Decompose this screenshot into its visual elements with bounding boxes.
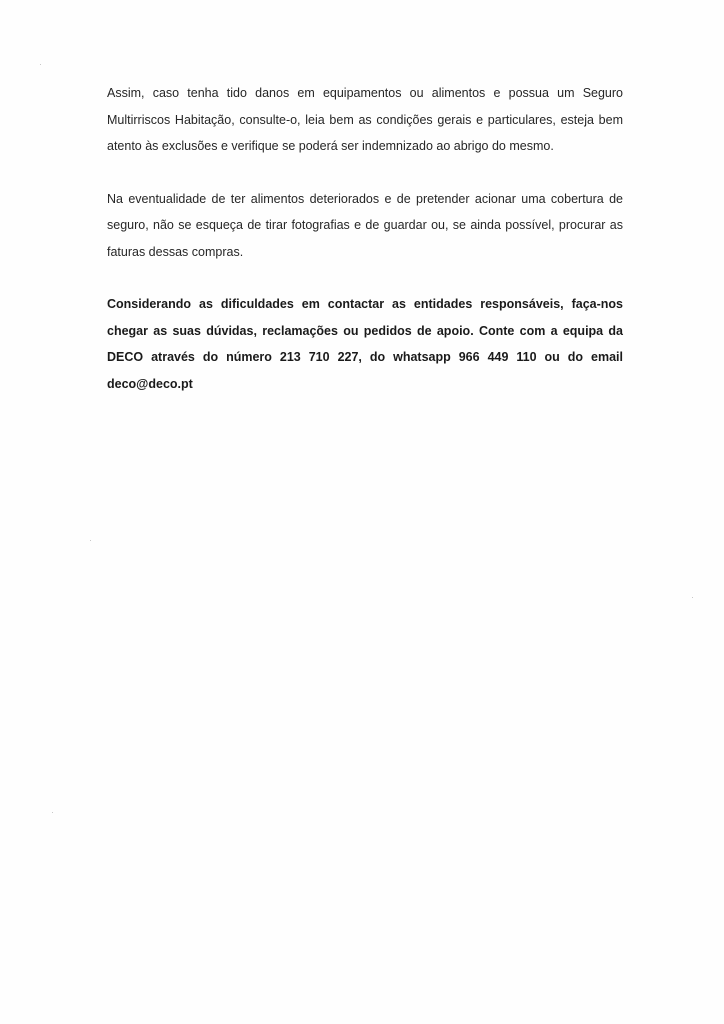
paragraph-insurance-advice: Assim, caso tenha tido danos em equipamentos ou alimentos e possua um Seguro Multirriscos Habitação, consulte-o, leia bem as condições gerais e particulares, esteja bem atento às exclusões e verifique se poderá ser indemnizado ao abrigo do mesmo.	[107, 86, 623, 153]
document-body	[107, 80, 623, 397]
scan-speck	[90, 540, 91, 541]
scan-speck	[52, 812, 53, 813]
scan-speck	[40, 64, 41, 65]
scan-speck	[692, 597, 693, 598]
paragraph-spoiled-food: Na eventualidade de ter alimentos deteriorados e de pretender acionar uma cobertura de seguro, não se esqueça de tirar fotografias e de guardar ou, se ainda possível, procurar as faturas dessas compras.	[107, 191, 623, 259]
paragraph-contact-deco: Considerando as dificuldades em contactar as entidades responsáveis, faça-nos chegar as suas dúvidas, reclamações ou pedidos de apoio. Conte com a equipa da DECO através do número 213 710 227, do whatsapp 966 449 110 ou do email deco@deco.pt	[107, 297, 623, 391]
